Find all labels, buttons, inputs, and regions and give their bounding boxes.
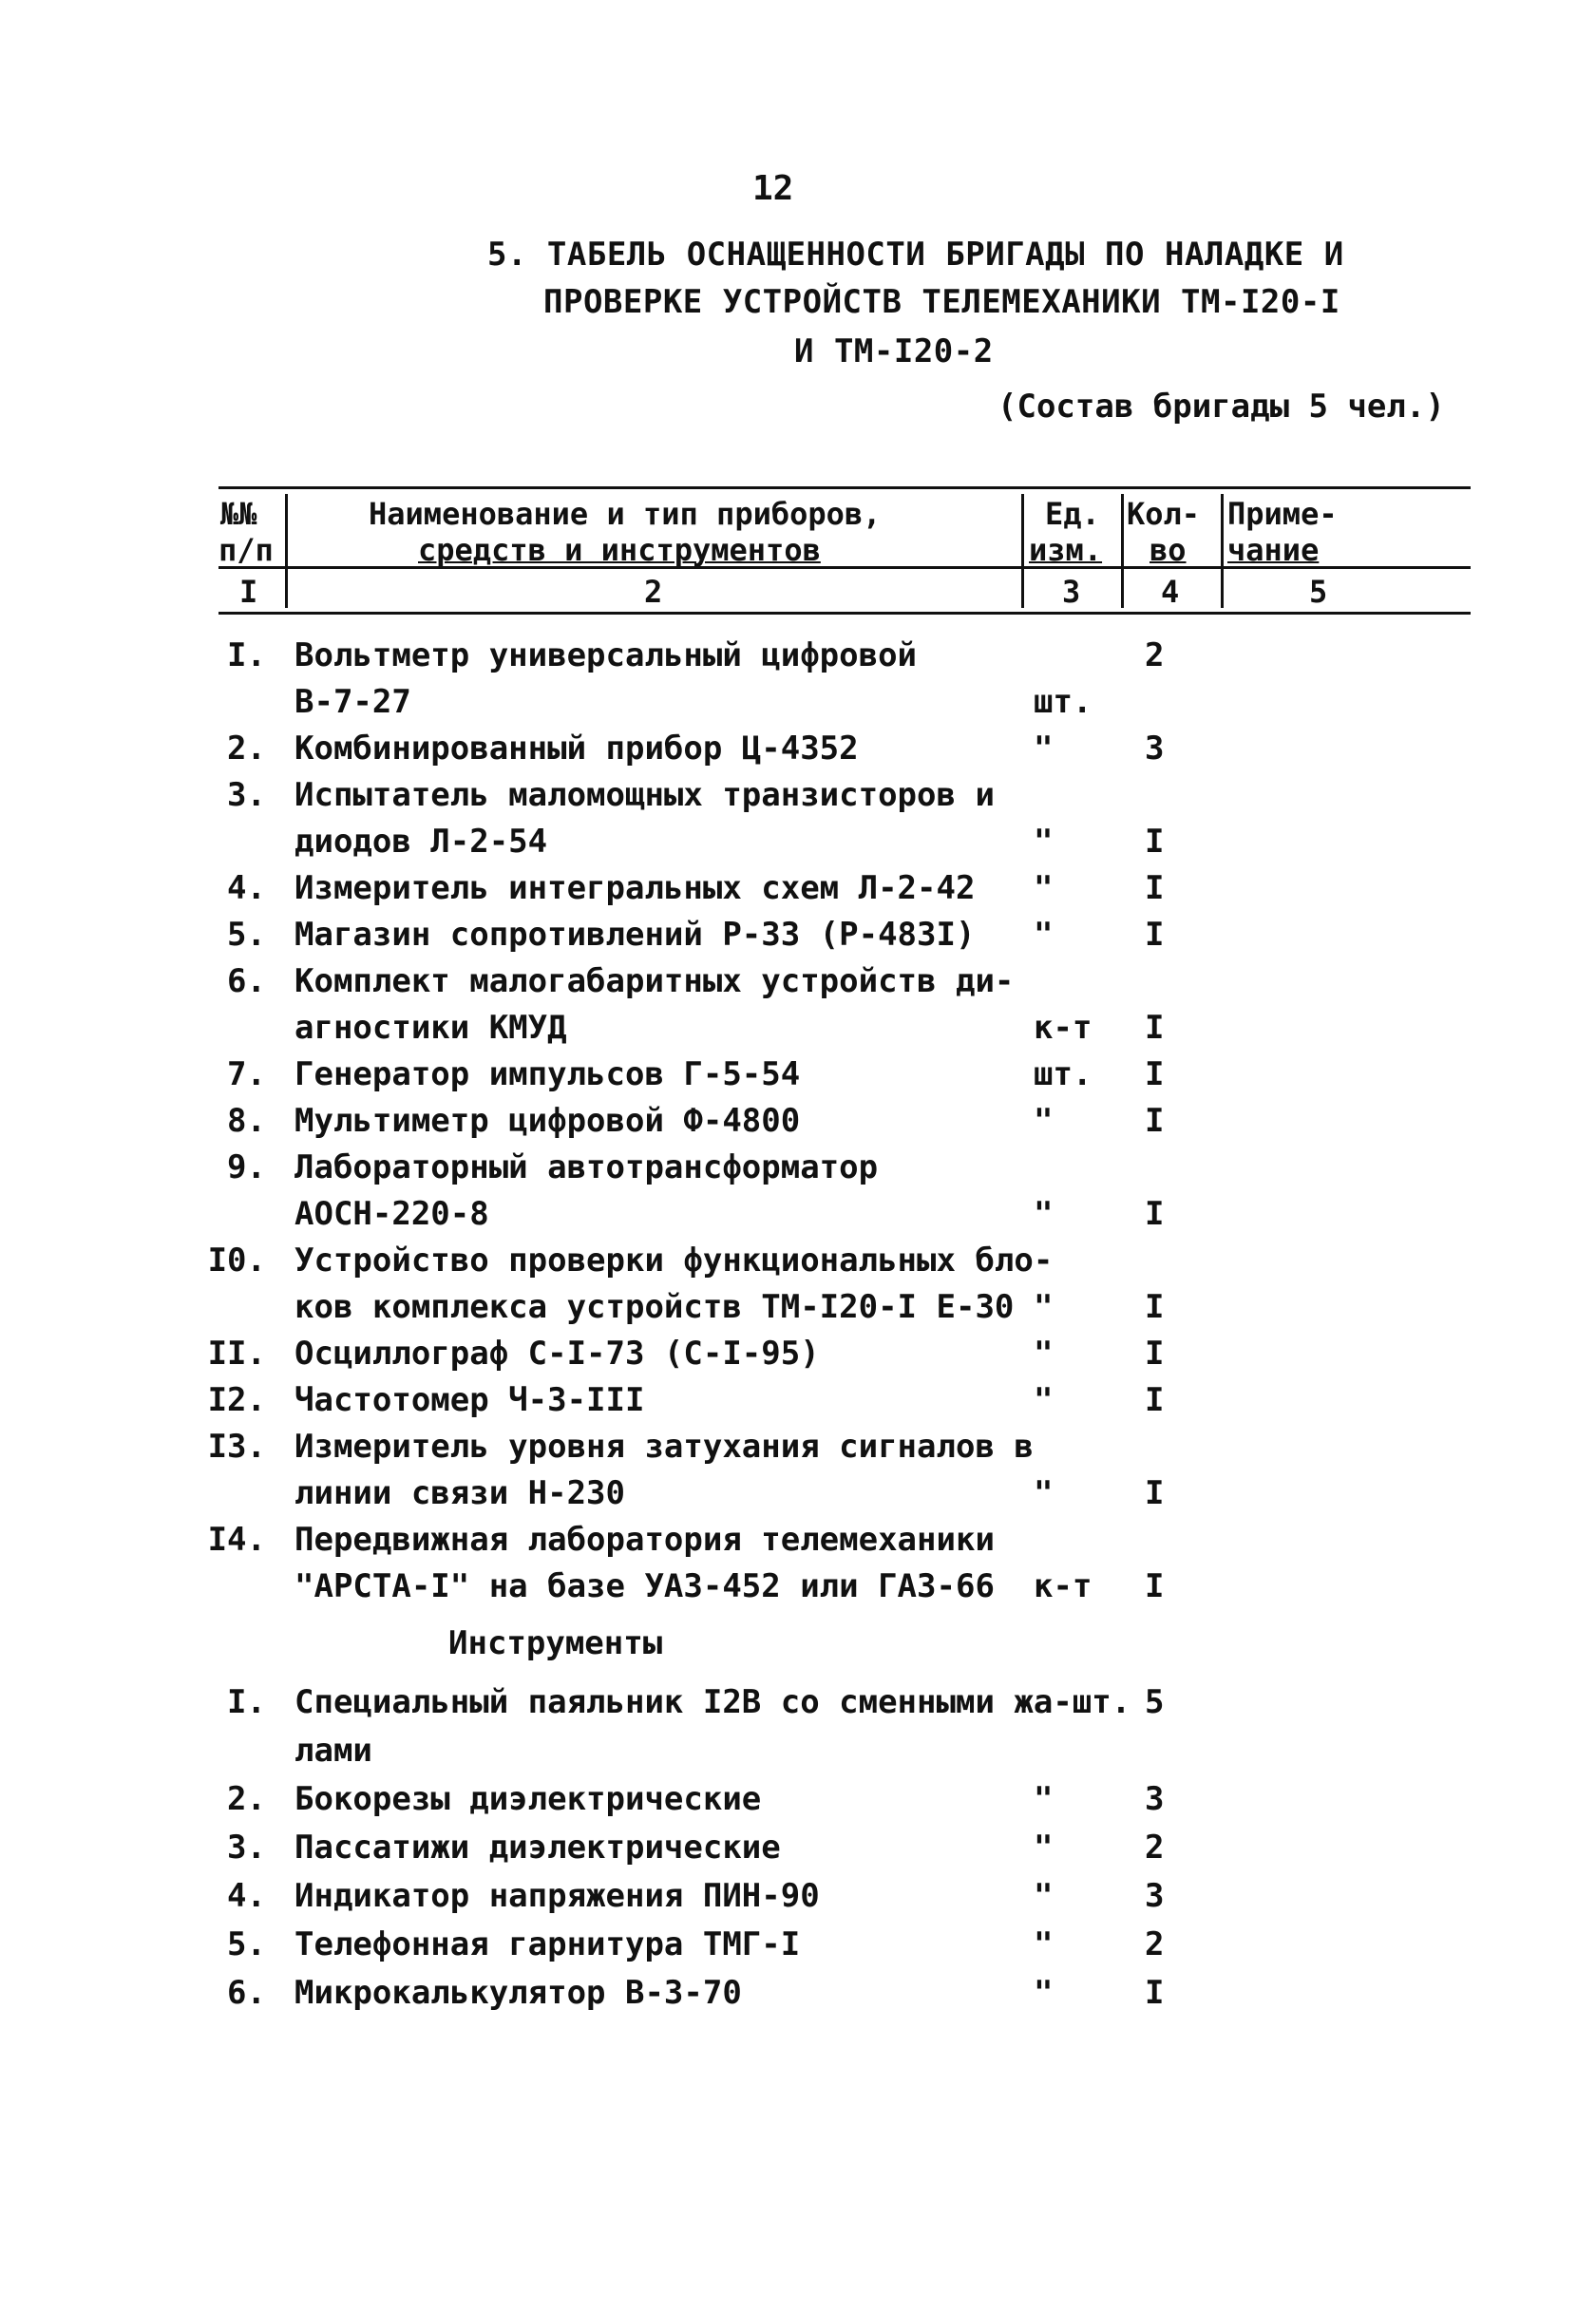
list-item-unit: " xyxy=(1034,1974,1054,2012)
header-bottom-rule xyxy=(218,612,1471,615)
tools-section-heading: Инструменты xyxy=(448,1624,663,1662)
crew-composition-note: (Состав бригады 5 чел.) xyxy=(998,388,1445,426)
list-item-name: Мультиметр цифровой Ф-4800 xyxy=(294,1102,801,1140)
list-item-number: I2. xyxy=(207,1381,266,1419)
header-col2-line2: средств и инструментов xyxy=(418,532,821,568)
list-item-quantity: 3 xyxy=(1145,1877,1165,1915)
list-item-name: Лабораторный автотрансформатор xyxy=(294,1148,879,1186)
list-item-number: 4. xyxy=(227,869,266,907)
column-divider-1 xyxy=(285,494,288,608)
list-item-quantity: I xyxy=(1145,1381,1165,1419)
list-item-unit: " xyxy=(1034,1381,1054,1419)
list-item-unit: шт. xyxy=(1034,683,1092,721)
header-col1-line2: п/п xyxy=(218,532,274,568)
list-item-name: Генератор импульсов Г-5-54 xyxy=(294,1055,801,1093)
list-item-number: I. xyxy=(227,636,266,674)
list-item-name: ков комплекса устройств ТМ-I20-I Е-30 xyxy=(294,1288,1015,1326)
list-item-name: Вольтметр универсальный цифровой xyxy=(294,636,918,674)
list-item-unit: к-т xyxy=(1034,1009,1092,1047)
list-item-number: 2. xyxy=(227,730,266,768)
list-item-unit: " xyxy=(1034,1925,1054,1963)
list-item-quantity: I xyxy=(1145,1288,1165,1326)
list-item-number: I. xyxy=(227,1683,266,1721)
list-item-name: линии связи Н-230 xyxy=(294,1474,625,1512)
list-item-unit: к-т xyxy=(1034,1567,1092,1605)
list-item-unit: " xyxy=(1034,1780,1054,1818)
list-item-quantity: I xyxy=(1145,1009,1165,1047)
list-item-unit: " xyxy=(1034,1288,1054,1326)
header-col4-line1: Кол- xyxy=(1127,496,1201,532)
header-col1-line1: №№ xyxy=(220,496,257,532)
column-divider-3 xyxy=(1121,494,1124,608)
list-item-unit: " xyxy=(1034,1474,1054,1512)
list-item-number: 6. xyxy=(227,962,266,1000)
list-item-number: I3. xyxy=(207,1428,266,1466)
header-top-rule xyxy=(218,486,1471,489)
list-item-unit: " xyxy=(1034,1877,1054,1915)
list-item-quantity: 2 xyxy=(1145,1829,1165,1867)
list-item-name: Индикатор напряжения ПИН-90 xyxy=(294,1877,820,1915)
column-number-4: 4 xyxy=(1161,574,1180,610)
list-item-unit: " xyxy=(1034,1102,1054,1140)
title-line-3: И ТМ-I20-2 xyxy=(794,332,994,370)
list-item-unit: " xyxy=(1034,1829,1054,1867)
list-item-name: Телефонная гарнитура ТМГ-I xyxy=(294,1925,801,1963)
list-item-quantity: I xyxy=(1145,916,1165,954)
list-item-quantity: 2 xyxy=(1145,636,1165,674)
list-item-number: 3. xyxy=(227,1829,266,1867)
title-line-1: 5. ТАБЕЛЬ ОСНАЩЕННОСТИ БРИГАДЫ ПО НАЛАДКЕ И xyxy=(487,236,1344,274)
list-item-unit: " xyxy=(1034,1335,1054,1373)
list-item-number: II. xyxy=(207,1335,266,1373)
list-item-quantity: I xyxy=(1145,1335,1165,1373)
list-item-quantity: I xyxy=(1145,1102,1165,1140)
list-item-number: 2. xyxy=(227,1780,266,1818)
list-item-number: 3. xyxy=(227,776,266,814)
column-divider-2 xyxy=(1021,494,1024,608)
list-item-name: Частотомер Ч-3-III xyxy=(294,1381,645,1419)
list-item-unit: " xyxy=(1034,823,1054,861)
list-item-name: агностики КМУД xyxy=(294,1009,567,1047)
header-col4-line2: во xyxy=(1150,532,1187,568)
list-item-name: Испытатель маломощных транзисторов и xyxy=(294,776,995,814)
list-item-unit: " xyxy=(1034,730,1054,768)
title-line-2: ПРОВЕРКЕ УСТРОЙСТВ ТЕЛЕМЕХАНИКИ ТМ-I20-I xyxy=(543,283,1340,321)
list-item-quantity: I xyxy=(1145,1195,1165,1233)
list-item-name: Бокорезы диэлектрические xyxy=(294,1780,762,1818)
list-item-unit: шт. xyxy=(1034,1055,1092,1093)
header-col5-line1: Приме- xyxy=(1227,496,1338,532)
list-item-name: Магазин сопротивлений Р-33 (Р-483I) xyxy=(294,916,976,954)
list-item-number: 6. xyxy=(227,1974,266,2012)
list-item-quantity: 3 xyxy=(1145,1780,1165,1818)
list-item-quantity: 2 xyxy=(1145,1925,1165,1963)
list-item-quantity: I xyxy=(1145,1474,1165,1512)
list-item-name: Измеритель интегральных схем Л-2-42 xyxy=(294,869,976,907)
list-item-unit: " xyxy=(1034,1195,1054,1233)
list-item-number: 4. xyxy=(227,1877,266,1915)
column-number-1: I xyxy=(239,574,258,610)
header-col5-line2: чание xyxy=(1227,532,1320,568)
list-item-name: "АРСТА-I" на базе УАЗ-452 или ГАЗ-66 xyxy=(294,1567,995,1605)
list-item-number: 5. xyxy=(227,916,266,954)
list-item-quantity: I xyxy=(1145,869,1165,907)
column-divider-4 xyxy=(1221,494,1224,608)
list-item-name: АОСН-220-8 xyxy=(294,1195,489,1233)
list-item-name: лами xyxy=(294,1732,372,1770)
list-item-number: I0. xyxy=(207,1242,266,1280)
list-item-name: диодов Л-2-54 xyxy=(294,823,548,861)
header-col2-line1: Наименование и тип приборов, xyxy=(369,496,882,532)
list-item-unit: " xyxy=(1034,916,1054,954)
list-item-name: Микрокалькулятор В-3-70 xyxy=(294,1974,742,2012)
list-item-name: Специальный паяльник I2В со сменными жа-шт. xyxy=(294,1683,1131,1721)
list-item-name: Комбинированный прибор Ц-4352 xyxy=(294,730,859,768)
list-item-name: Осциллограф С-I-73 (С-I-95) xyxy=(294,1335,820,1373)
list-item-number: 9. xyxy=(227,1148,266,1186)
column-number-3: 3 xyxy=(1062,574,1081,610)
list-item-name: Измеритель уровня затухания сигналов в xyxy=(294,1428,1034,1466)
column-number-5: 5 xyxy=(1309,574,1328,610)
list-item-name: Передвижная лаборатория телемеханики xyxy=(294,1521,995,1559)
list-item-number: 5. xyxy=(227,1925,266,1963)
list-item-name: Пассатижи диэлектрические xyxy=(294,1829,781,1867)
page-number: 12 xyxy=(752,169,794,208)
list-item-name: Комплект малогабаритных устройств ди- xyxy=(294,962,1015,1000)
header-col3-line1: Ед. xyxy=(1045,496,1100,532)
list-item-quantity: 3 xyxy=(1145,730,1165,768)
list-item-number: I4. xyxy=(207,1521,266,1559)
header-col3-line2: изм. xyxy=(1029,532,1103,568)
list-item-unit: " xyxy=(1034,869,1054,907)
list-item-name: Устройство проверки функциональных бло- xyxy=(294,1242,1054,1280)
list-item-quantity: 5 xyxy=(1145,1683,1165,1721)
list-item-quantity: I xyxy=(1145,1974,1165,2012)
list-item-number: 7. xyxy=(227,1055,266,1093)
list-item-name: В-7-27 xyxy=(294,683,411,721)
column-number-2: 2 xyxy=(644,574,663,610)
list-item-quantity: I xyxy=(1145,1055,1165,1093)
list-item-quantity: I xyxy=(1145,1567,1165,1605)
list-item-quantity: I xyxy=(1145,823,1165,861)
list-item-number: 8. xyxy=(227,1102,266,1140)
